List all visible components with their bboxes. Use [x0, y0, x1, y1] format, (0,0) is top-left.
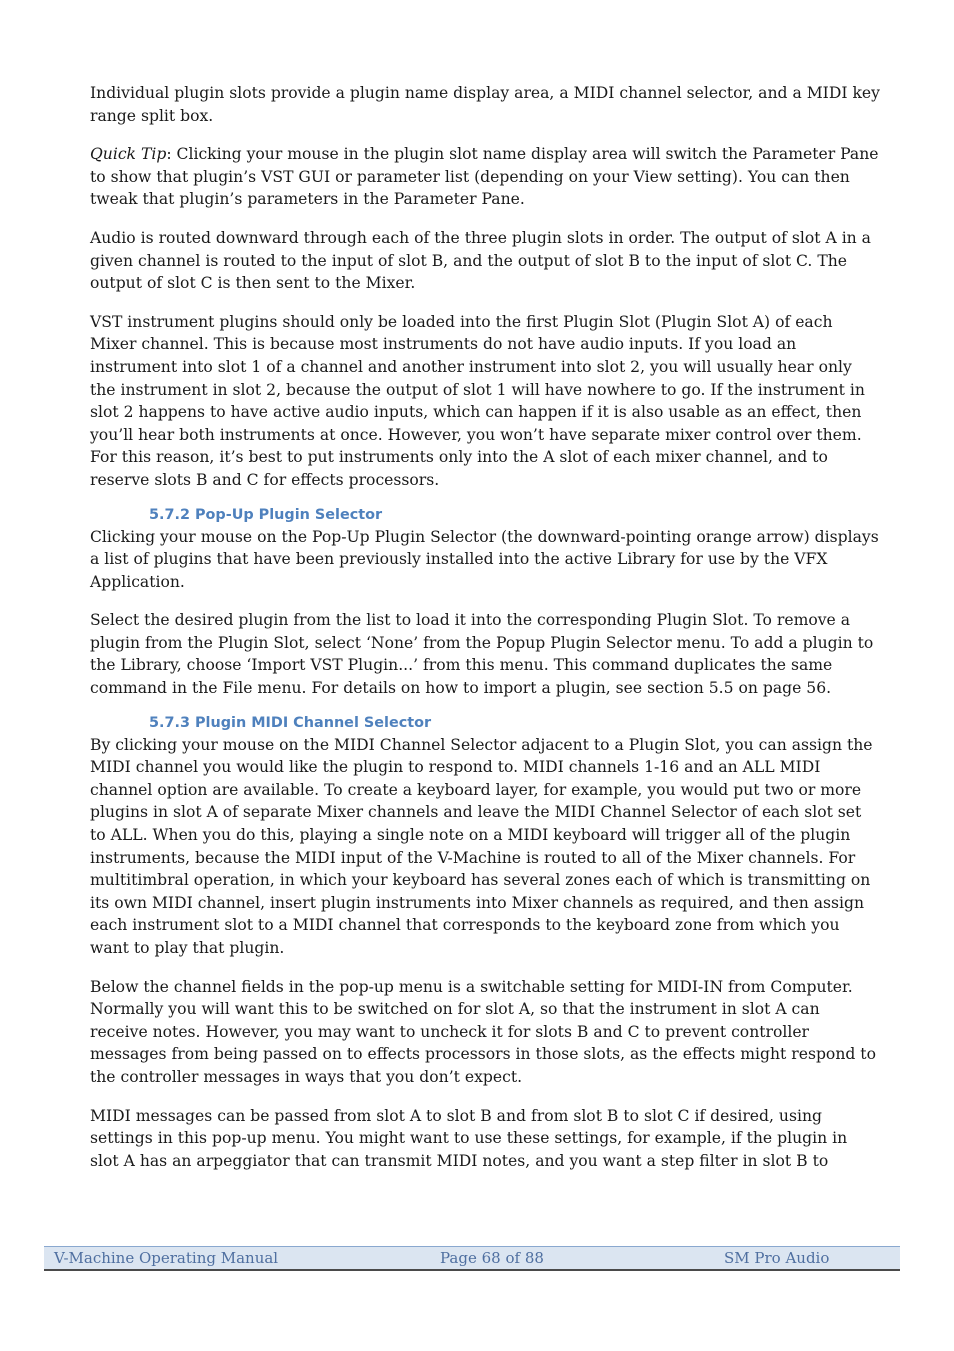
- paragraph-plugin-slots: Individual plugin slots provide a plugin name display area, a MIDI channel selector, and a MIDI key range split box.: [90, 84, 880, 125]
- quick-tip-label: Quick Tip: [90, 145, 167, 164]
- heading-popup-plugin-selector: 5.7.2 Pop-Up Plugin Selector: [149, 506, 383, 523]
- page-footer: [44, 1246, 900, 1271]
- paragraph-midi-messages: MIDI messages can be passed from slot A to slot B and from slot B to slot C if desired, using settings in this pop-up menu. You might want to use these settings, for example, if the plugin in slot A has an arpeggiator that can transmit MIDI notes, and you want a step filter in slot B to: [90, 1106, 848, 1170]
- footer-page-number: Page 68 of 88: [440, 1249, 544, 1267]
- page-body: [90, 82, 880, 1188]
- paragraph-quick-tip: [90, 143, 880, 211]
- paragraph-popup-selector: Clicking your mouse on the Pop-Up Plugin Selector (the downward-pointing orange arrow) displays a list of plugins that have been previously installed into the active Library for use by the VFX Application.: [90, 527, 879, 591]
- paragraph-select-plugin: Select the desired plugin from the list to load it into the corresponding Plugin Slot. To remove a plugin from the Plugin Slot, select ‘None’ from the Popup Plugin Selector menu. To add a plugin to the Library, choose ‘Import VST Plugin...’ from this menu. This command duplicates the same command in the File menu. For details on how to import a plugin, see section 5.5 on page 56.: [90, 611, 874, 698]
- footer-manual-title: V-Machine Operating Manual: [54, 1249, 279, 1267]
- quick-tip-text: : Clicking your mouse in the plugin slot name display area will switch the Parameter Pane to show that plugin’s VST GUI or parameter list (depending on your View setting). You can then tweak that plugin’s parameters in the Parameter Pane.: [90, 145, 879, 209]
- paragraph-audio-routing: Audio is routed downward through each of the three plugin slots in order. The output of slot A in a given channel is routed to the input of slot B, and the output of slot B to the input of slot C. The output of slot C is then sent to the Mixer.: [90, 228, 871, 293]
- heading-midi-channel-selector: 5.7.3 Plugin MIDI Channel Selector: [149, 714, 432, 731]
- paragraph-midi-in: Below the channel fields in the pop-up menu is a switchable setting for MIDI-IN from Computer. Normally you will want this to be switched on for slot A, so that the instrument in slot A can receive notes. However, you may want to uncheck it for slots B and C to prevent controller messages from being passed on to effects processors in those slots, as the effects might respond to the controller messages in ways that you don’t expect.: [90, 977, 876, 1086]
- footer-company: SM Pro Audio: [724, 1249, 830, 1267]
- paragraph-vst-instruments: VST instrument plugins should only be loaded into the first Plugin Slot (Plugin Slot A) of each Mixer channel. This is because most instruments do not have audio inputs. If you load an instrument into slot 1 of a channel and another instrument into slot 2, you will usually hear only the instrument in slot 2, because the output of slot 1 will have nowhere to go. If the instrument in slot 2 happens to have active audio inputs, which can happen if it is also usable as an effect, then you’ll hear both instruments at once. However, you won’t have separate mixer control over them. For this reason, it’s best to put instruments only into the A slot of each mixer channel, and to reserve slots B and C for effects processors.: [90, 312, 865, 489]
- paragraph-midi-channel: By clicking your mouse on the MIDI Channel Selector adjacent to a Plugin Slot, you can assign the MIDI channel you would like the plugin to respond to. MIDI channels 1-16 and an ALL MIDI channel option are available. To create a keyboard layer, for example, you would put two or more plugins in slot A of separate Mixer channels and leave the MIDI Channel Selector of each slot set to ALL. When you do this, playing a single note on a MIDI keyboard will trigger all of the plugin instruments, because the MIDI input of the V-Machine is routed to all of the Mixer channels. For multitimbral operation, in which your keyboard has several zones each of which is transmitting on its own MIDI channel, insert plugin instruments into Mixer channels as required, and then assign each instrument slot to a MIDI channel that corresponds to the keyboard zone from which you want to play that plugin.: [90, 735, 873, 957]
